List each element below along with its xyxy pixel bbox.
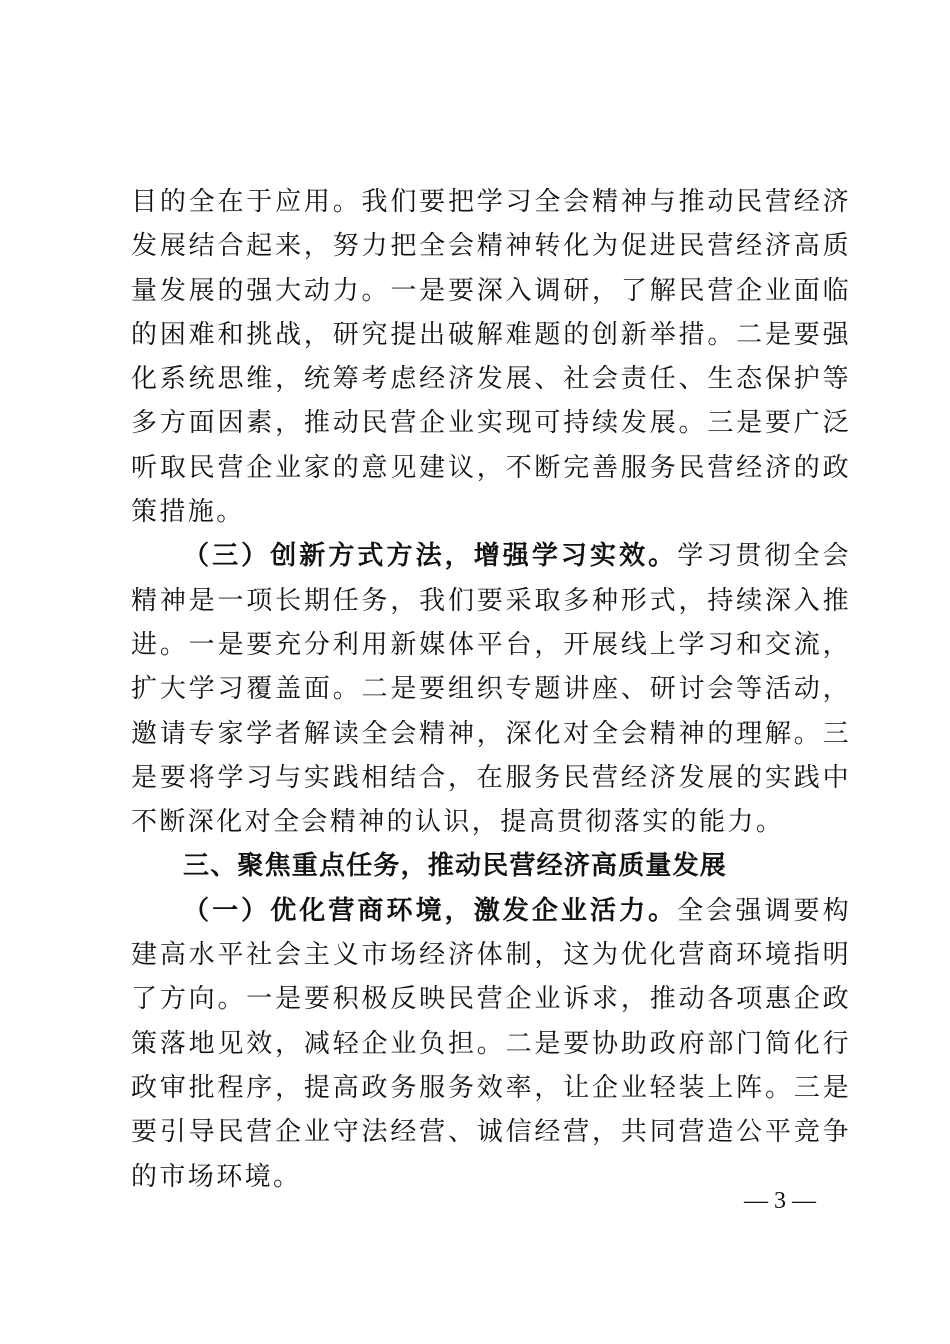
page-number: — 3 — [744, 1188, 816, 1214]
paragraph-continuation [131, 180, 851, 534]
subsection-heading: （三）创新方式方法，增强学习实效。 [183, 541, 678, 572]
section-heading: 三、聚焦重点任务，推动民营经济高质量发展 [183, 851, 728, 882]
paragraph-text: 全会强调要构建高水平社会主义市场经济体制，这为优化营商环境指明了方向。一是要积极反映民营企业诉求，推动各项惠企政策落地见效，减轻企业负担。二是要协助政府部门简化行政审批程序，提高政务服务效率，让企业轻装上阵。三是要引导民营企业守法经营、诚信经营，共同营造公平竞争的市场环境。 [131, 895, 851, 1192]
paragraph-subsection-one [131, 889, 851, 1199]
paragraph-text: 目的全在于应用。我们要把学习全会精神与推动民营经济发展结合起来，努力把全会精神转化为促进民营经济高质量发展的强大动力。一是要深入调研，了解民营企业面临的困难和挑战，研究提出破解难题的创新举措。二是要强化系统思维，统筹考虑经济发展、社会责任、生态保护等多方面因素，推动民营企业实现可持续发展。三是要广泛听取民营企业家的意见建议，不断完善服务民营经济的政策措施。 [131, 187, 851, 528]
paragraph-subsection-three [131, 534, 851, 844]
subsection-heading: （一）优化营商环境，激发企业活力。 [183, 895, 678, 926]
paragraph-text: 学习贯彻全会精神是一项长期任务，我们要采取多种形式，持续深入推进。一是要充分利用新媒体平台，开展线上学习和交流，扩大学习覆盖面。二是要组织专题讲座、研讨会等活动，邀请专家学者解读全会精神，深化对全会精神的理解。三是要将学习与实践相结合，在服务民营经济发展的实践中不断深化对全会精神的认识，提高贯彻落实的能力。 [131, 541, 851, 838]
document-body [131, 180, 851, 1199]
